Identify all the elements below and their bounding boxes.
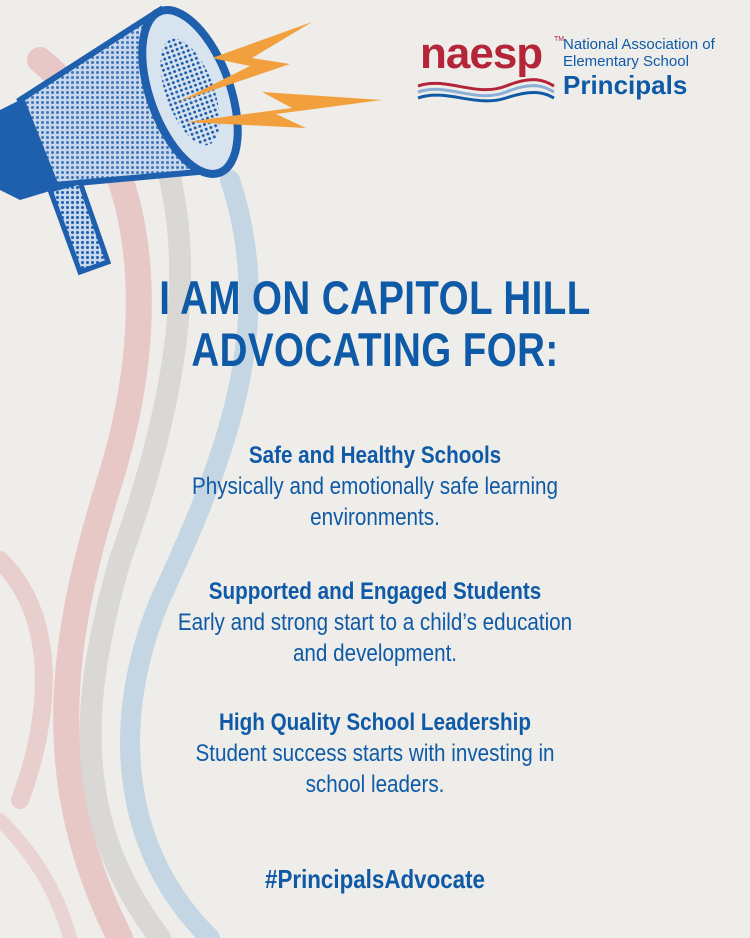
logo-line-2: Elementary School: [563, 53, 689, 70]
logo-waves-icon: [416, 78, 556, 104]
headline-line-2: ADVOCATING FOR:: [191, 323, 559, 376]
advocacy-item-title: Supported and Engaged Students: [208, 578, 542, 605]
advocacy-item-description: Student success starts with investing in: [195, 740, 555, 767]
naesp-logo: [412, 30, 722, 110]
advocacy-item-description: Physically and emotionally safe learning: [191, 473, 558, 500]
logo-line-1: National Association of: [563, 36, 715, 53]
headline-line-1: I AM ON CAPITOL HILL: [159, 271, 591, 324]
advocacy-item-description: environments.: [310, 504, 440, 531]
logo-organization-name: [563, 36, 715, 100]
headline: [68, 272, 683, 376]
advocacy-item-title: High Quality School Leadership: [219, 709, 531, 736]
advocacy-item-safe-schools: [53, 441, 698, 533]
advocacy-item-description: and development.: [292, 640, 458, 667]
logo-wordmark: naesp: [420, 29, 543, 78]
advocacy-item-title: Safe and Healthy Schools: [248, 442, 502, 469]
hashtag: #PrincipalsAdvocate: [265, 864, 485, 894]
logo-line-3: Principals: [563, 70, 688, 100]
advocacy-item-school-leadership: [53, 708, 698, 800]
logo-trademark: TM: [554, 36, 565, 43]
advocacy-item-engaged-students: [53, 577, 698, 669]
advocacy-item-description: school leaders.: [305, 771, 445, 798]
advocacy-item-description: Early and strong start to a child’s education: [177, 609, 573, 636]
